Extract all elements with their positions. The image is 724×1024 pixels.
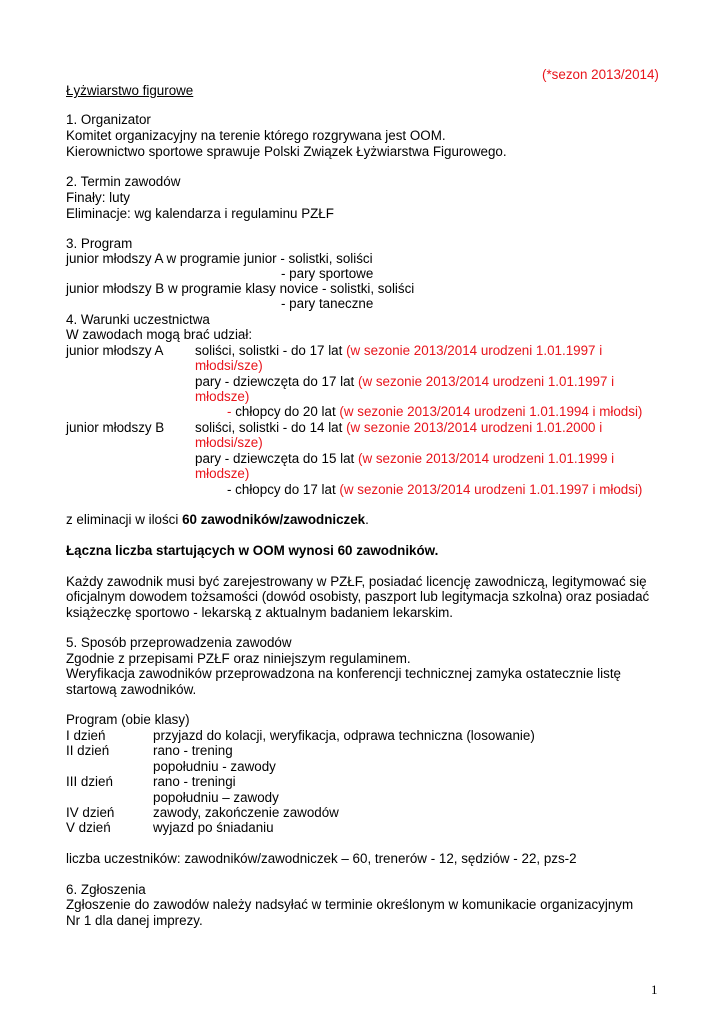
section-5-line-1: Zgodnie z przepisami PZŁF oraz niniejszym regulaminem. (66, 651, 411, 666)
section-3-line-2: - pary sportowe (281, 266, 374, 281)
program-day-3: III dzień (66, 774, 113, 789)
group-a-row-3: - chłopcy do 20 lat (w sezonie 2013/2014 urodzeni 1.01.1994 i młodsi) (227, 404, 643, 419)
section-1-title: 1. Organizator (66, 112, 151, 127)
group-b-row-1: soliści, solistki - do 14 lat (w sezonie 2013/2014 urodzeni 1.01.2000 i (195, 420, 603, 435)
section-6-title: 6. Zgłoszenia (66, 882, 146, 897)
section-3-title: 3. Program (66, 236, 133, 251)
program-title: Program (obie klasy) (66, 712, 190, 727)
program-day-2-text: rano - trening (153, 743, 233, 758)
program-day-3-text-2: popołudniu – zawody (153, 790, 279, 805)
group-a-row-2-cont: młodsze) (195, 389, 250, 404)
total-participants: Łączna liczba startujących w OOM wynosi 60 zawodników. (66, 543, 439, 558)
participants-count: liczba uczestników: zawodników/zawodniczek – 60, trenerów - 12, sędziów - 22, pzs-2 (66, 851, 577, 866)
group-b-row-1-cont: młodsi/sze) (195, 435, 263, 450)
program-day-1-text: przyjazd do kolacji, weryfikacja, odprawa techniczna (losowanie) (153, 728, 535, 743)
program-day-5-text: wyjazd po śniadaniu (153, 820, 274, 835)
group-a-row-2: pary - dziewczęta do 17 lat (w sezonie 2013/2014 urodzeni 1.01.1997 i (195, 374, 615, 389)
program-day-2: II dzień (66, 743, 110, 758)
section-5-title: 5. Sposób przeprowadzenia zawodów (66, 635, 292, 650)
group-b-label: junior młodszy B (66, 420, 165, 435)
section-1-line-2: Kierownictwo sportowe sprawuje Polski Związek Łyżwiarstwa Figurowego. (66, 144, 507, 159)
section-3-line-3: junior młodszy B w programie klasy novice - solistki, soliści (66, 281, 415, 296)
registration-line-2: oficjalnym dowodem tożsamości (dowód osobisty, paszport lub legitymacja szkolna) oraz posiadać (66, 589, 650, 604)
group-b-row-2: pary - dziewczęta do 15 lat (w sezonie 2013/2014 urodzeni 1.01.1999 i (195, 451, 615, 466)
section-2-line-1: Finały: luty (66, 190, 130, 205)
section-2-title: 2. Termin zawodów (66, 174, 181, 189)
section-6-line-2: Nr 1 dla danej imprezy. (66, 913, 203, 928)
season-note: (*sezon 2013/2014) (542, 67, 659, 82)
group-a-row-1: soliści, solistki - do 17 lat (w sezonie 2013/2014 urodzeni 1.01.1997 i (195, 343, 603, 358)
program-day-3-text: rano - treningi (153, 774, 236, 789)
page-number: 1 (651, 982, 658, 997)
section-3-line-1: junior młodszy A w programie junior - solistki, soliści (66, 251, 373, 266)
program-day-2-text-2: popołudniu - zawody (153, 759, 276, 774)
program-day-4-text: zawody, zakończenie zawodów (153, 805, 339, 820)
group-b-row-2-cont: młodsze) (195, 466, 250, 481)
section-1-line-1: Komitet organizacyjny na terenie którego rozgrywana jest OOM. (66, 128, 446, 143)
section-2-line-2: Eliminacje: wg kalendarza i regulaminu PZŁF (66, 206, 334, 221)
section-3-line-4: - pary taneczne (281, 296, 374, 311)
program-day-1: I dzień (66, 728, 106, 743)
section-5-line-2: Weryfikacja zawodników przeprowadzona na konferencji technicznej zamyka ostatecznie listę (66, 666, 621, 681)
group-a-row-1-cont: młodsi/sze) (195, 358, 263, 373)
document-heading: Łyżwiarstwo figurowe (66, 83, 194, 98)
program-day-4: IV dzień (66, 805, 115, 820)
section-4-intro: W zawodach mogą brać udział: (66, 327, 253, 342)
section-5-line-3: startową zawodników. (66, 682, 197, 697)
section-4-title: 4. Warunki uczestnictwa (66, 312, 210, 327)
group-b-row-3: - chłopcy do 17 lat (w sezonie 2013/2014 urodzeni 1.01.1997 i młodsi) (227, 482, 643, 497)
registration-line-3: książeczkę sportowo - lekarską z aktualnym badaniem lekarskim. (66, 605, 453, 620)
program-day-5: V dzień (66, 820, 111, 835)
section-6-line-1: Zgłoszenie do zawodów należy nadsyłać w terminie określonym w komunikacie organizacyjnym (66, 897, 634, 912)
group-a-label: junior młodszy A (66, 343, 164, 358)
registration-line-1: Każdy zawodnik musi być zarejestrowany w PZŁF, posiadać licencję zawodniczą, legitymować się (66, 574, 647, 589)
elimination-line: z eliminacji w ilości 60 zawodników/zawodniczek. (66, 512, 369, 527)
